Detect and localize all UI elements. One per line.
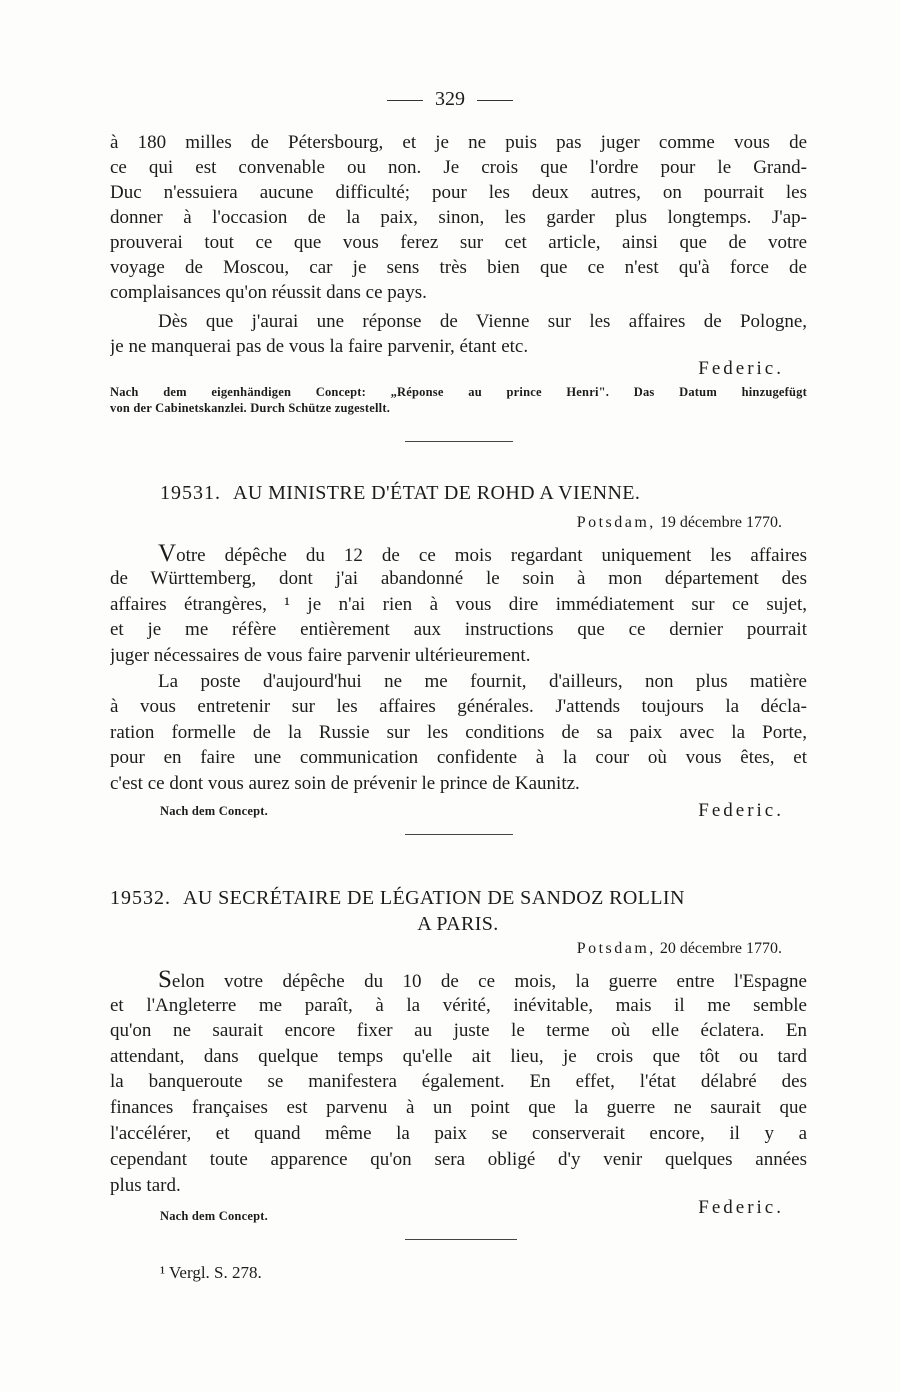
body-line-text: elon votre dépêche du 10 de ce mois, la guerre entre l'Espagne (171, 971, 807, 992)
body-line: ce qui est convenable ou non. Je crois que l'ordre pour le Grand- (110, 157, 807, 178)
header-dash-right (477, 100, 513, 101)
header-dash-left (387, 100, 423, 101)
letter-place: Potsdam, (576, 940, 656, 957)
body-line: plus tard. (110, 1175, 181, 1196)
drop-initial: V (158, 541, 177, 567)
body-line: l'accélérer, et quand même la paix se conserverait encore, il y a (110, 1123, 807, 1144)
body-line: prouverai tout ce que vous ferez sur cet article, ainsi que de votre (110, 232, 807, 253)
letter-place-date (577, 512, 782, 534)
body-line: finances françaises est parvenu à un point que la guerre ne saurait que (110, 1097, 807, 1118)
letter-title: AU SECRÉTAIRE DE LÉGATION DE SANDOZ ROLLIN (183, 887, 685, 909)
body-line: la banqueroute se manifestera également. En effet, l'état délabré des (110, 1071, 807, 1092)
source-note: Nach dem Concept. (160, 1209, 268, 1223)
body-line: juger nécessaires de vous faire parvenir ultérieurement. (110, 645, 531, 666)
letter-date: 19 décembre 1770. (659, 514, 782, 531)
section-divider (405, 834, 513, 835)
body-line: Duc n'essuiera aucune difficulté; pour les deux autres, on pourrait les (110, 182, 807, 203)
body-line: attendant, dans quelque temps qu'elle ait lieu, je crois que tôt ou tard (110, 1046, 807, 1067)
letter-place-date (577, 938, 782, 960)
source-note-line: Nach dem eigenhändigen Concept: „Réponse au prince Henri". Das Datum hinzugefügt (110, 385, 807, 399)
body-line: complaisances qu'on réussit dans ce pays. (110, 282, 427, 303)
body-line: et l'Angleterre me paraît, à la vérité, inévitable, mais il me semble (110, 995, 807, 1016)
letter-heading (110, 885, 807, 911)
body-line: à 180 milles de Pétersbourg, et je ne puis pas juger comme vous de (110, 132, 807, 153)
letter-number: 19531. (160, 482, 221, 504)
body-line: cependant toute apparence qu'on sera obligé d'y venir quelques années (110, 1149, 807, 1170)
source-note: Nach dem Concept. (160, 804, 268, 818)
body-line: et je me réfère entièrement aux instructions que ce dernier pourrait (110, 619, 807, 640)
body-line: pour en faire une communication confidente à la cour où vous êtes, et (110, 747, 807, 768)
source-note-line: von der Cabinetskanzlei. Durch Schütze zugestellt. (110, 401, 391, 415)
letter-title-line2: A PARIS. (417, 913, 499, 935)
body-line: voyage de Moscou, car je sens très bien que ce n'est qu'à force de (110, 257, 807, 278)
body-line: affaires étrangères, ¹ je n'ai rien à vous dire immédiatement sur ce sujet, (110, 594, 807, 615)
page-number: 329 (435, 88, 465, 110)
footnote: ¹ Vergl. S. 278. (160, 1263, 262, 1282)
signature: Federic. (698, 800, 784, 821)
body-line-first (158, 967, 807, 994)
body-line: à vous entretenir sur les affaires générales. J'attends toujours la décla- (110, 696, 807, 717)
body-line-first (158, 541, 807, 568)
body-line: qu'on ne saurait encore fixer au juste le terme où elle éclatera. En (110, 1020, 807, 1041)
signature: Federic. (698, 358, 784, 379)
body-line: je ne manquerai pas de vous la faire parvenir, étant etc. (110, 336, 529, 357)
page-header (0, 86, 900, 112)
body-line: de Württemberg, dont j'ai abandonné le soin à mon département des (110, 568, 807, 589)
body-line-text: otre dépêche du 12 de ce mois regardant uniquement les affaires (176, 545, 807, 566)
letter-heading (160, 480, 857, 506)
body-line: c'est ce dont vous aurez soin de prévenir le prince de Kaunitz. (110, 773, 580, 794)
signature: Federic. (698, 1197, 784, 1218)
body-line: Dès que j'aurai une réponse de Vienne sur les affaires de Pologne, (158, 311, 807, 332)
body-line: La poste d'aujourd'hui ne me fournit, d'ailleurs, non plus matière (158, 671, 807, 692)
section-divider (405, 441, 513, 442)
letter-date: 20 décembre 1770. (659, 940, 782, 957)
letter-title: AU MINISTRE D'ÉTAT DE ROHD A VIENNE. (233, 482, 641, 504)
body-line: ration formelle de la Russie sur les conditions de sa paix avec la Porte, (110, 722, 807, 743)
drop-initial: S (158, 967, 172, 993)
letter-number: 19532. (110, 887, 171, 909)
body-line: donner à l'occasion de la paix, sinon, les garder plus longtemps. J'ap- (110, 207, 807, 228)
letter-place: Potsdam, (576, 514, 656, 531)
section-divider (405, 1239, 517, 1240)
